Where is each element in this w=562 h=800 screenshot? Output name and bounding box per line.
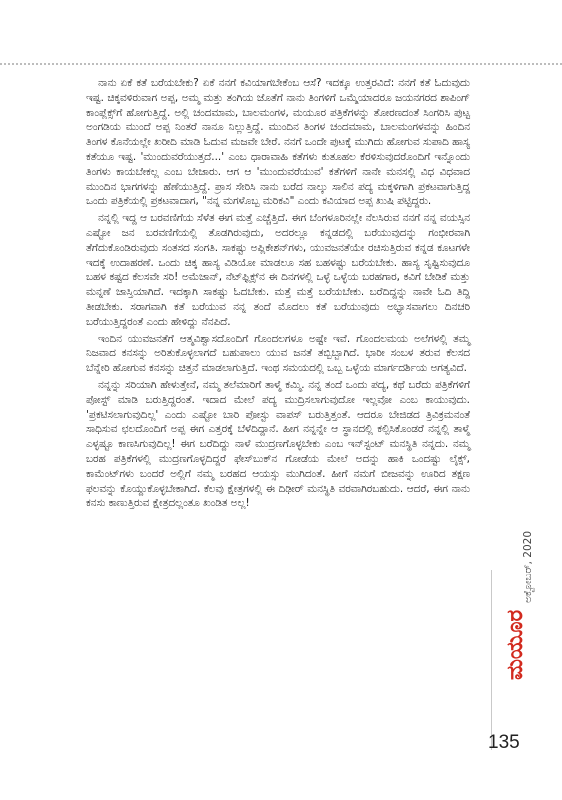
article-body bbox=[86, 76, 470, 513]
footer-vertical-divider bbox=[491, 570, 492, 750]
top-dotted-divider bbox=[0, 63, 562, 65]
paragraph-3: ಇಂದಿನ ಯುವಜನತೆಗೆ ಆತ್ಮವಿಶ್ವಾಸದೊಂದಿಗೆ ಗೊಂದಲಗಳೂ ಅಷ್ಟೇ ಇವೆ. ಗೊಂದಲಮಯ ಅಲೆಗಳಲ್ಲಿ ತಮ್ಮ ನಿಜವಾದ ಕನಸನ್ನು ಅರಿತುಕೊಳ್ಳಲಾಗದೆ ಬಹುಪಾಲು ಯುವ ಜನತೆ ತಬ್ಬಿಬ್ಬಾಗಿದೆ. ಭಾರೀ ಸಂಬಳ ತರುವ ಕೆಲಸದ ಬೆನ್ನೇರಿ ಹೋಗುವ ಕನಸನ್ನು ಚಿತ್ತನೆ ಮಾಡಲಾಗುತ್ತಿದೆ. ಇಂಥ ಸಮಯದಲ್ಲಿ ಒಬ್ಬ ಒಳ್ಳೆಯ ಮಾರ್ಗದರ್ಶಿಯ ಅಗತ್ಯವಿದೆ. bbox=[86, 332, 470, 375]
paragraph-2: ನನ್ನಲ್ಲಿ ಇದ್ದ ಆ ಬರವಣಿಗೆಯ ಸೆಳೆತ ಈಗ ಮತ್ತೆ ಎಚ್ಚೆತ್ತಿದೆ. ಈಗ ಬೆಂಗಳೂರಿನಲ್ಲೇ ನೆಲಸಿರುವ ನನಗೆ ನನ್ನ ವಯಸ್ಸಿನ ಎಷ್ಟೋ ಜನ ಬರವಣಿಗೆಯಲ್ಲಿ ತೊಡಗಿರುವುದು, ಅದರಲ್ಲೂ ಕನ್ನಡದಲ್ಲಿ ಬರೆಯುವುದನ್ನು ಗಂಭೀರವಾಗಿ ತೆಗೆದುಕೊಂಡಿರುವುದು ಸಂತಸದ ಸಂಗತಿ. ಸಾಕಷ್ಟು ಅಪ್ಲಿಕೇಶನ್‌ಗಳು, ಯುವಜನತೆಯೇ ರಚಿಸುತ್ತಿರುವ ಕನ್ನಡ ಕೂಟಗಳೇ ಇದಕ್ಕೆ ಉದಾಹರಣೆ. ಒಂದು ಚಿಕ್ಕ ಹಾಸ್ಯ ವಿಡಿಯೋ ಮಾಡಲೂ ಸಹ ಬಹಳಷ್ಟು ಬರೆಯಬೇಕು. ಹಾಸ್ಯ ಸೃಷ್ಟಿಸುವುದೂ ಬಹಳ ಕಷ್ಟದ ಕೆಲಸವೇ ಸರಿ! ಅಮೆಜಾನ್, ನೆಟ್‌ಫ್ಲಿಕ್ಸ್‌ನ ಈ ದಿನಗಳಲ್ಲಿ ಒಳ್ಳೆ ಒಳ್ಳೆಯ ಬರಹಗಾರ, ಕವಿಗೆ ಬೇಡಿಕೆ ಮತ್ತು ಮನ್ನಣೆ ಜಾಸ್ತಿಯಾಗಿದೆ. ಇದಕ್ಕಾಗಿ ಸಾಕಷ್ಟು ಓದಬೇಕು. ಮತ್ತೆ ಮತ್ತೆ ಬರೆಯಬೇಕು. ಬರೆದಿದ್ದನ್ನು ನಾವೇ ಓದಿ ತಿದ್ದಿ ತೀಡಬೇಕು. ಸರಾಗವಾಗಿ ಕತೆ ಬರೆಯುವ ನನ್ನ ತಂದೆ ಮೊದಲು ಕತೆ ಬರೆಯುವುದು ಅಭ್ಯಾಸವಾಗಲು ದಿನಚರಿ ಬರೆಯುತ್ತಿದ್ದರಂತೆ ಎಂದು ಹೇಳಿದ್ದು ನೆನಪಿದೆ. bbox=[86, 212, 470, 328]
paragraph-4: ನನ್ನನ್ನು ಸರಿಯಾಗಿ ಹೇಳುತ್ತೇನೆ, ನಮ್ಮ ತಲೆಮಾರಿಗೆ ತಾಳ್ಮೆ ಕಮ್ಮಿ. ನನ್ನ ತಂದೆ ಒಂದು ಪದ್ಯ, ಕಥೆ ಬರೆದು ಪತ್ರಿಕೆಗಳಿಗೆ ಪೋಸ್ಟ್ ಮಾಡಿ ಬರುತ್ತಿದ್ದರಂತೆ. ಇದಾದ ಮೇಲೆ ಪದ್ಯ ಮುದ್ರಿಸಲಾಗುವುದೋ ಇಲ್ಲವೋ ಎಂಬ ಕಾಯುವುದು. 'ಪ್ರಕಟಿಸಲಾಗುವುದಿಲ್ಲ' ಎಂದು ಎಷ್ಟೋ ಬಾರಿ ಪೋಸ್ಟು ವಾಪಸ್ ಬರುತ್ತಿತ್ತಂತೆ. ಆದರೂ ಬೇಜಿಡದ ತ್ರಿವಿಕ್ರಮನಂತೆ ಸಾಧಿಸುವ ಛಲದೊಂದಿಗೆ ಅಪ್ಪ ಈಗ ಎತ್ತರಕ್ಕೆ ಬೆಳೆದಿದ್ದಾನೆ. ಹೀಗ ನನ್ನನ್ನೇ ಆ ಸ್ಥಾನದಲ್ಲಿ ಕಲ್ಪಿಸಿಕೊಂಡರೆ ನನ್ನಲ್ಲಿ ತಾಳ್ಮೆ ಎಳ್ಳಷ್ಟೂ ಕಾಣಸಿಗುವುದಿಲ್ಲ! ಈಗ ಬರೆದಿದ್ದು ನಾಳೆ ಮುದ್ರಣಗೊಳ್ಳಬೇಕು ಎಂಬ ಇನ್‌ಸ್ಟಂಟ್ ಮನಸ್ಥಿತಿ ನನ್ನದು. ನಮ್ಮ ಬರಹ ಪತ್ರಿಕೆಗಳಲ್ಲಿ ಮುದ್ರಣಗೊಳ್ಳದಿದ್ದರೆ ಫೇಸ್‌ಬುಕ್‌ನ ಗೋಡೆಯ ಮೇಲೆ ಅದನ್ನು ಹಾಕಿ ಒಂದಷ್ಟು ಲೈಕ್ಸ್, ಕಾಮೆಂಟ್‌ಗಳು ಬಂದರೆ ಅಲ್ಲಿಗೆ ನಮ್ಮ ಬರಹದ ಆಯಸ್ಸು ಮುಗಿದಂತೆ. ಹೀಗೆ ನಮಗೆ ಬೀಜವನ್ನು ಊರಿದ ತಕ್ಷಣ ಫಲವನ್ನು ಕೊಯ್ದುಕೊಳ್ಳಬೇಕಾಗಿದೆ. ಕೆಲವು ಕ್ಷೇತ್ರಗಳಲ್ಲಿ ಈ ದಿಢೀರ್ ಮನಸ್ಥಿತಿ ವರವಾಗಿರಬಹುದು. ಆದರೆ, ಈಗ ನಾನು ಕನಸು ಕಾಣುತ್ತಿರುವ ಕ್ಷೇತ್ರದಲ್ಲಂತೂ ಖಂಡಿತ ಅಲ್ಲ! bbox=[86, 378, 470, 510]
page-number: 135 bbox=[488, 732, 520, 753]
paragraph-1: ನಾನು ಏಕೆ ಕತೆ ಬರೆಯಬೇಕು? ಏಕೆ ನನಗೆ ಕವಿಯಾಗಬೇಕೆಂಬ ಆಸೆ? ಇದಕ್ಕೂ ಉತ್ತರವಿದೆ: ನನಗೆ ಕತೆ ಓದುವುದು ಇಷ್ಟ. ಚಿಕ್ಕವಳಿರುವಾಗ ಅಪ್ಪ, ಅಮ್ಮ ಮತ್ತು ತಂಗಿಯ ಜೊತೆಗೆ ನಾನು ತಿಂಗಳಿಗೆ ಒಮ್ಮೆಯಾದರೂ ಜಯನಗರದ ಶಾಪಿಂಗ್ ಕಾಂಪ್ಲೆಕ್ಸ್‌ಗೆ ಹೋಗುತ್ತಿದ್ದೆ. ಅಲ್ಲಿ ಚಂದಮಾಮ, ಬಾಲಮಂಗಳ, ಮಯೂರ ಪತ್ರಿಕೆಗಳನ್ನು ತೋರಣದಂತೆ ಸಿಂಗರಿಸಿ ಪುಟ್ಟ ಅಂಗಡಿಯ ಮುಂದೆ ಅಪ್ಪ ನಿಂತರೆ ನಾನೂ ನಿಲ್ಲುತ್ತಿದ್ದೆ. ಮುಂದಿನ ತಿಂಗಳ ಚಂದಮಾಮ, ಬಾಲಮಂಗಳವನ್ನು ಹಿಂದಿನ ತಿಂಗಳ ಕೊನೆಯಲ್ಲೇ ಖರೀದಿ ಮಾಡಿ ಓದುವ ಮಜವೇ ಬೇರೆ. ನನಗೆ ಒಂದೇ ಪುಟಕ್ಕೆ ಮುಗಿದು ಹೋಗುವ ಸುಪಾದಿ ಹಾಸ್ಯ ಕತೆಯೂ ಇಷ್ಟ. 'ಮುಂದುವರೆಯುತ್ತದೆ...' ಎಂಬ ಧಾರಾವಾಹಿ ಕತೆಗಳು ಕುತೂಹಲ ಕೆರಳಿಸುವುದರೊಂದಿಗೆ ಇನ್ನೊಂದು ತಿಂಗಳು ಕಾಯಬೇಕಲ್ಲ ಎಂಬ ಬೇಜಾರು. ಆಗ ಆ 'ಮುಂದುವರೆಯುವ' ಕತೆಗಳಿಗೆ ನಾನೇ ಮನಸಲ್ಲಿ ವಿಧ ವಿಧವಾದ ಮುಂದಿನ ಭಾಗಗಳನ್ನು ಹೆಣೆಯುತ್ತಿದ್ದೆ. ಪ್ರಾಸ ಸೇರಿಸಿ ನಾನು ಬರೆದ ನಾಲ್ಕು ಸಾಲಿನ ಪದ್ಯ ಮಕ್ಕಳಿಗಾಗಿ ಪ್ರಕಟವಾಗುತ್ತಿದ್ದ ಒಂದು ಪತ್ರಿಕೆಯಲ್ಲಿ ಪ್ರಕಟವಾದಾಗ, "ನನ್ನ ಮಗಳೊಬ್ಬ ಮರಿಕವಿ" ಎಂದು ಕವಿಯಾದ ಅಪ್ಪ ಖುಷಿ ಪಟ್ಟಿದ್ದರು. bbox=[86, 77, 470, 208]
issue-date: ಅಕ್ಟೋಬರ್, 2020 bbox=[522, 530, 534, 603]
magazine-logo: ಮಯೂರ bbox=[503, 609, 528, 680]
